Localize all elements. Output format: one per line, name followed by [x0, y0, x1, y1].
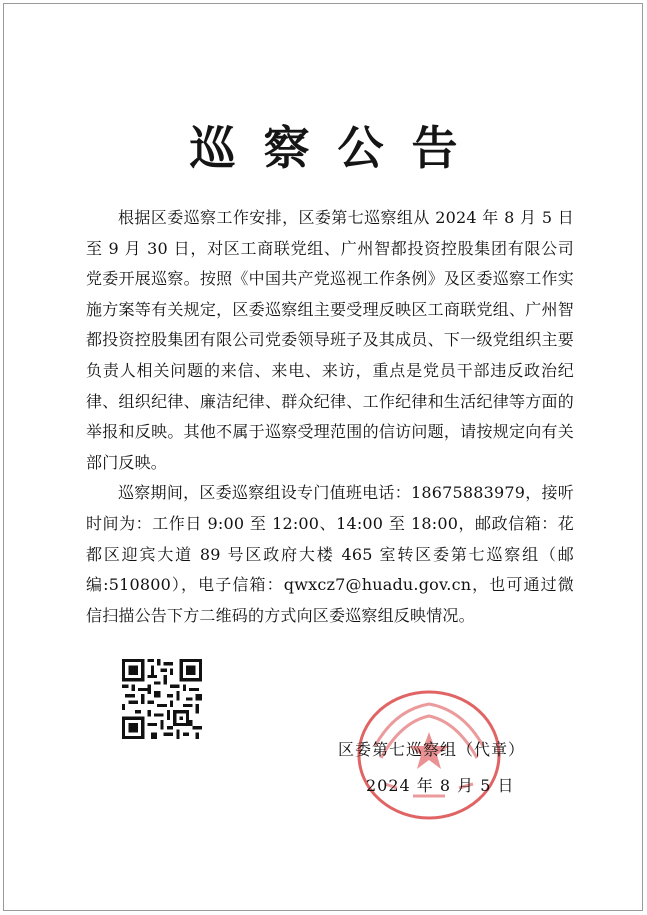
notice-paragraph-1: 根据区委巡察工作安排，区委第七巡察组从 2024 年 8 月 5 日至 9 月 30 日，对区工商联党组、广州智都投资控股集团有限公司党委开展巡察。按照《中国共产党巡视工作条例》及区委巡察工作实施方案等有关规定，区委巡察组主要受理反映区工商联党组、广州智都投资控股集团有限公司党委领导班子及其成员、下一级党组织主要负责人相关问题的来信、来电、来访，重点是党员干部违反政治纪律、组织纪律、廉洁纪律、群众纪律、工作纪律和生活纪律等方面的举报和反映。其他不属于巡察受理范围的信访问题，请按规定向有关部门反映。 — [86, 208, 574, 472]
notice-body — [86, 203, 574, 631]
notice-paragraph-2: 巡察期间，区委巡察组设专门值班电话：18675883979，接听时间为：工作日 9:00 至 12:00、14:00 至 18:00，邮政信箱：花都区迎宾大道 89 号区政府大楼 465 室转区委第七巡察组（邮编:510800），电子信箱：qwxcz7@huadu.gov.cn，也可通过微信扫描公告下方二维码的方式向区委巡察组反映情况。 — [86, 483, 574, 625]
notice-title: 巡察公告 — [189, 121, 486, 175]
signature-date: 2024 年 8 月 5 日 — [366, 776, 515, 795]
qr-code-icon — [122, 659, 202, 739]
signature-organization: 区委第七巡察组（代章） — [338, 740, 526, 759]
